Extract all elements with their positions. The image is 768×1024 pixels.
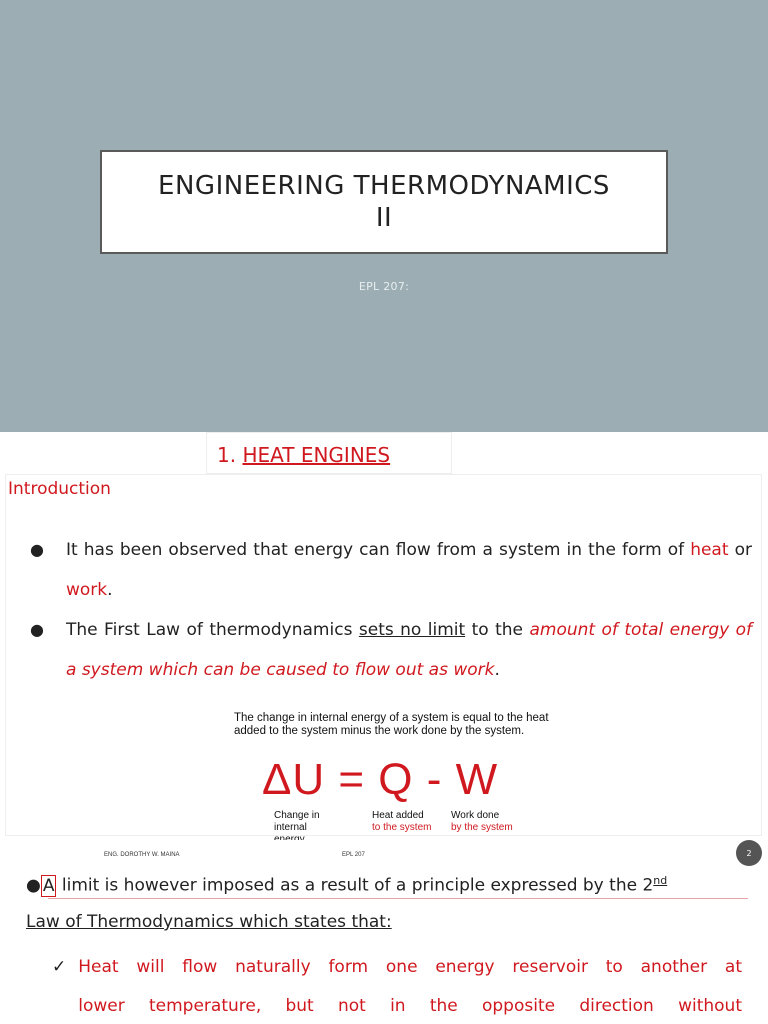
check-row [52,987,742,1024]
text-cursor-selection[interactable]: A [42,875,55,896]
bullet1-end: . [107,580,113,600]
first-law-equation: ΔU = Q - W [262,755,499,804]
slide-title: ENGINEERING THERMODYNAMICS II [158,171,610,233]
bullet2-end: . [494,660,500,680]
title-box [100,150,668,254]
bullet-dot-icon: ● [30,620,44,639]
bullet2-emphasis: amount of total energy of a system which can be caused to flow out as work [66,620,753,680]
title-slide [0,0,768,432]
bullet-item [30,530,752,610]
second-law-intro-text: limit is however imposed as a result of a principle expressed by the 2 [56,875,654,896]
label-line: by the system [451,822,513,833]
check-text-line: lower temperature, but not in the opposite direction without [78,996,742,1016]
bullet1-or: or [728,540,752,560]
bullet-list [30,530,752,690]
footer-author: ENG. DOROTHY W. MAINA [104,852,180,858]
bullet-text [66,530,752,610]
footer-course-code: EPL 207 [342,852,365,858]
label-line: Heat added [372,810,424,821]
label-line: Change in [274,810,320,821]
label-line: to the system [372,822,432,833]
second-law-intro [26,874,667,896]
bullet-text [66,610,752,690]
label-line: Work done [451,810,500,821]
equation-caption: The change in internal energy of a system is equal to the heat added to the system minus the work done by the system. [234,712,549,737]
second-law-statement-heading: Law of Thermodynamics which states that: [26,912,392,932]
bullet1-text: It has been observed that energy can flow from a system in the form of [66,540,691,560]
check-item [52,948,742,1024]
intro-label: Introduction [8,479,111,499]
bullet-dot-icon: ● [26,875,41,896]
heading-text: HEAT ENGINES [242,443,391,467]
section-heading [206,432,452,474]
check-text-line: Heat will flow naturally form one energy reservoir to another at [78,957,742,977]
bullet1-heat: heat [690,540,729,560]
bullet2-text-b: to the [465,620,530,640]
heat-engines-slide [0,432,768,840]
second-law-slide [0,866,768,1024]
page-number-badge: 2 [736,840,762,866]
label-heat-added [372,810,431,834]
slide-subtitle: EPL 207: [358,280,410,293]
heading-number: 1. [217,443,237,467]
bullet2-underlined: sets no limit [358,620,466,640]
bullet-item [30,610,752,690]
spellcheck-underline [48,898,748,899]
ordinal-suffix: nd [653,874,668,887]
bullet-dot-icon: ● [30,540,44,559]
slide-footer [0,840,768,866]
check-row [52,948,742,987]
bullet1-work: work [66,580,108,600]
bullet2-text: The First Law of thermodynamics [66,620,359,640]
label-line: internal [274,822,307,833]
checkmark-icon: ✓ [52,957,67,977]
label-work-done [451,810,513,834]
